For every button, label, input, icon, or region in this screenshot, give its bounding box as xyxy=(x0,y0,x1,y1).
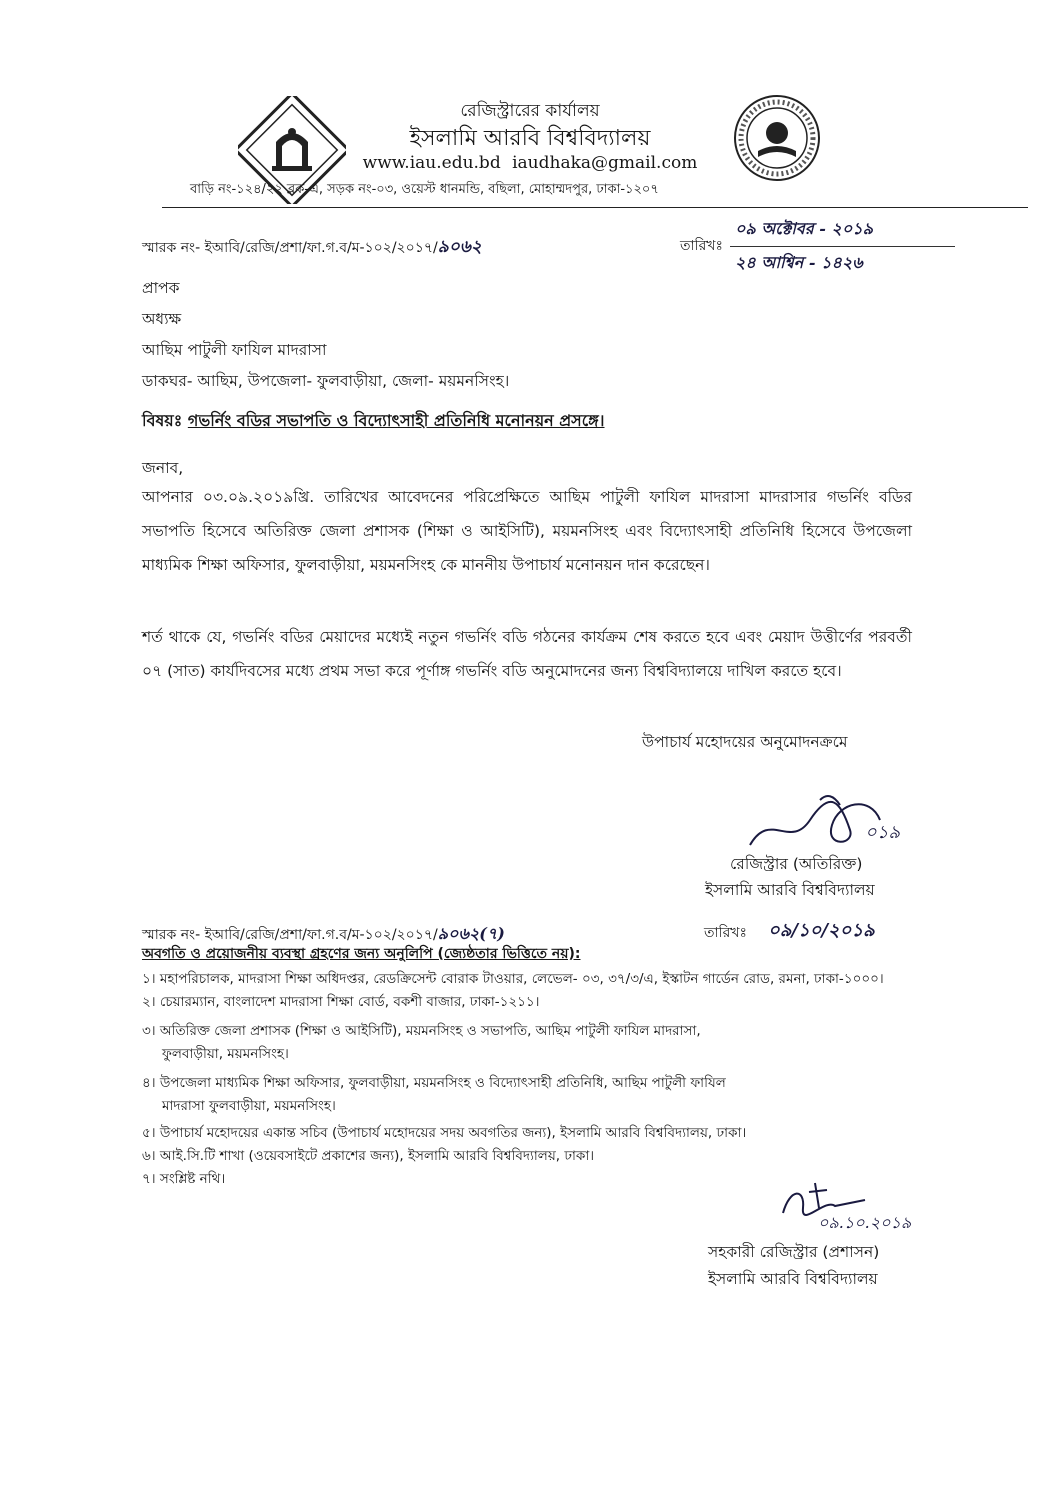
recipient-address: ডাকঘর- আছিম, উপজেলা- ফুলবাড়ীয়া, জেলা- ময়মনসিংহ। xyxy=(142,372,510,390)
copy-ref-hand: ৯০৬২(৭) xyxy=(437,924,505,943)
memo-date-rule xyxy=(730,246,955,247)
copy-item: ৪। উপজেলা মাধ্যমিক শিক্ষা অফিসার, ফুলবাড়ীয়া, ময়মনসিংহ ও বিদ্যোৎসাহী প্রতিনিধি, আছিম পাটুলী ফাযিল xyxy=(142,1075,726,1091)
header-address: বাড়ি নং-১২৪/২২ ব্লক-এ, সড়ক নং-০৩, ওয়েস্ট ধানমন্ডি, বছিলা, মোহাম্মদপুর, ঢাকা-১২০৭ xyxy=(190,182,659,197)
memo-date-label: তারিখঃ xyxy=(680,238,723,254)
copy-list xyxy=(142,968,1042,1191)
recipient-institution: আছিম পাটুলী ফাযিল মাদরাসা xyxy=(142,341,327,359)
copy-item: ৫। উপাচার্য মহোদয়ের একান্ত সচিব (উপাচার্য মহোদয়ের সদয় অবগতির জন্য), ইসলামি আরবি বিশ্ববিদ্যালয়, ঢাকা। xyxy=(142,1125,747,1141)
copy-item: মাদরাসা ফুলবাড়ীয়া, ময়মনসিংহ। xyxy=(162,1098,336,1114)
signature-2-org: ইসলামি আরবি বিশ্ববিদ্যালয় xyxy=(708,1270,878,1288)
signature-1-org: ইসলামি আরবি বিশ্ববিদ্যালয় xyxy=(705,881,875,899)
salutation: জনাব, xyxy=(142,459,184,477)
web-email: www.iau.edu.bd iaudhaka@gmail.com xyxy=(362,153,698,173)
memo-ref-text: স্মারক নং- ইআবি/রেজি/প্রশা/ফা.গ.ব/ম-১০২/২০১৭/ xyxy=(142,240,438,256)
signature-2-title: সহকারী রেজিস্ট্রার (প্রশাসন) xyxy=(708,1243,880,1261)
office-name: রেজিস্ট্রারের কার্যালয় xyxy=(460,101,600,121)
copy-item: ৬। আই.সি.টি শাখা (ওয়েবসাইটে প্রকাশের জন্য), ইসলামি আরবি বিশ্ববিদ্যালয়, ঢাকা। xyxy=(142,1148,595,1164)
body-paragraph-2: শর্ত থাকে যে, গভর্নিং বডির মেয়াদের মধ্যেই নতুন গভর্নিং বডি গঠনের কার্যক্রম শেষ করতে হবে এবং মেয়াদ উত্তীর্ণের পরবর্তী ০৭ (সাত) কার্যদিবসের মধ্যে প্রথম সভা করে পূর্ণাঙ্গ গভর্নিং বডি অনুমোদনের জন্য বিশ্ববিদ্যালয়ে দাখিল করতে হবে। xyxy=(142,628,912,680)
memo-date-hand-2: ২৪ আশ্বিন - ১৪২৬ xyxy=(735,253,863,272)
header-divider xyxy=(162,207,1028,208)
copy-date-label: তারিখঃ xyxy=(704,925,747,941)
subject-text: গভর্নিং বডির সভাপতি ও বিদ্যোৎসাহী প্রতিনিধি মনোনয়ন প্রসঙ্গে। xyxy=(187,411,605,430)
copy-item: ফুলবাড়ীয়া, ময়মনসিংহ। xyxy=(162,1046,289,1062)
subject-label: বিষয়ঃ xyxy=(142,411,183,430)
recipient-title: অধ্যক্ষ xyxy=(142,310,182,328)
copy-item: ২। চেয়ারম্যান, বাংলাদেশ মাদরাসা শিক্ষা বোর্ড, বকশী বাজার, ঢাকা-১২১১। xyxy=(142,994,540,1010)
copy-heading: অবগতি ও প্রয়োজনীয় ব্যবস্থা গ্রহণের জন্য অনুলিপি (জ্যেষ্ঠতার ভিত্তিতে নয়): xyxy=(142,946,581,962)
copy-item: ১। মহাপরিচালক, মাদরাসা শিক্ষা অধিদপ্তর, রেডক্রিসেন্ট বোরাক টাওয়ার, লেভেল- ০৩, ৩৭/৩/এ, ইস্কাটন গার্ডেন রোড, রমনা, ঢাকা-১০০০। xyxy=(142,971,884,987)
approval-note: উপাচার্য মহোদয়ের অনুমোদনক্রমে xyxy=(642,733,848,751)
signature-mark-1 xyxy=(740,790,910,860)
copy-item: ৩। অতিরিক্ত জেলা প্রশাসক (শিক্ষা ও আইসিটি), ময়মনসিংহ ও সভাপতি, আছিম পাটুলী ফাযিল মাদরাসা, xyxy=(142,1023,701,1039)
signature-1-title: রেজিস্ট্রার (অতিরিক্ত) xyxy=(730,855,863,873)
memo-date-hand-1: ০৯ অক্টোবর - ২০১৯ xyxy=(735,219,873,238)
signature-2-date: ০৯.১০.২০১৯ xyxy=(818,1213,912,1232)
recipient-to: প্রাপক xyxy=(142,279,180,297)
memo-ref-hand: ৯০৬২ xyxy=(437,237,482,257)
svg-text:০১৯: ০১৯ xyxy=(865,822,901,843)
copy-item: ৭। সংশ্লিষ্ট নথি। xyxy=(142,1171,226,1187)
university-name: ইসলামি আরবি বিশ্ববিদ্যালয় xyxy=(409,126,651,151)
subject-line xyxy=(142,408,605,435)
copy-ref-text: স্মারক নং- ইআবি/রেজি/প্রশা/ফা.গ.ব/ম-১০২/২০১৭/ xyxy=(142,927,438,943)
copy-date-hand: ০৯/১০/২০১৯ xyxy=(768,920,875,941)
memo-ref xyxy=(142,234,482,262)
body-paragraph-1: আপনার ০৩.০৯.২০১৯খ্রি. তারিখের আবেদনের পরিপ্রেক্ষিতে আছিম পাটুলী ফাযিল মাদরাসা মাদরাসার গভর্নিং বডির সভাপতি হিসেবে অতিরিক্ত জেলা প্রশাসক (শিক্ষা ও আইসিটি), ময়মনসিংহ এবং বিদ্যোৎসাহী প্রতিনিধি হিসেবে উপজেলা মাধ্যমিক শিক্ষা অফিসার, ফুলবাড়ীয়া, ময়মনসিংহ কে মাননীয় উপাচার্য মনোনয়ন দান করেছেন। xyxy=(142,488,912,574)
